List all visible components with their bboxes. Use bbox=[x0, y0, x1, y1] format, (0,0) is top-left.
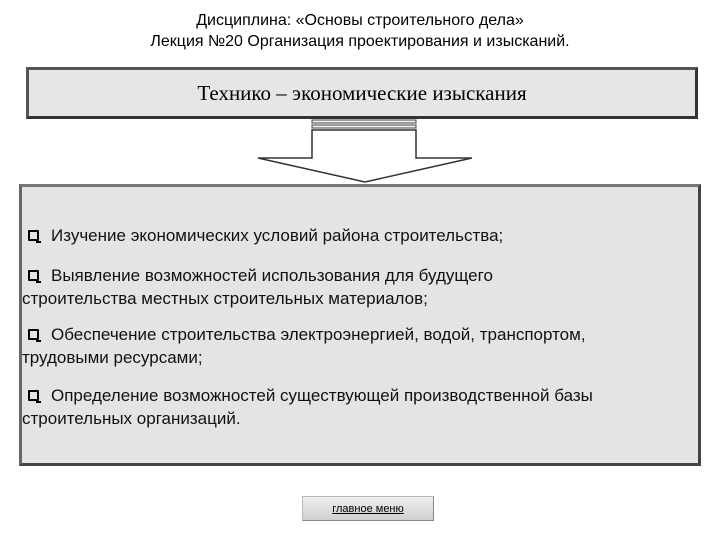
content-box bbox=[19, 184, 701, 466]
checkbox-bullet-icon bbox=[28, 270, 39, 281]
checkbox-bullet-icon bbox=[28, 390, 39, 401]
main-menu-button[interactable]: главное меню bbox=[302, 496, 434, 521]
topic-title: Технико – экономические изыскания bbox=[197, 80, 527, 105]
lecture-heading: Лекция №20 Организация проектирования и изысканий. bbox=[150, 33, 570, 50]
topic-title-box bbox=[26, 67, 698, 119]
list-item: Изучение экономических условий района строительства; bbox=[22, 224, 702, 247]
discipline-heading: Дисциплина: «Основы строительного дела» bbox=[196, 12, 524, 29]
list-item: Обеспечение строительства электроэнергией, водой, транспортом, трудовыми ресурсами; bbox=[22, 325, 586, 367]
list-item: Определение возможностей существующей производственной базы строительных организаций. bbox=[22, 386, 593, 428]
down-arrow-icon bbox=[250, 118, 480, 184]
list-item: Выявление возможностей использования для будущего строительства местных строительных материалов; bbox=[22, 266, 493, 308]
checkbox-bullet-icon bbox=[28, 329, 39, 340]
checkbox-bullet-icon bbox=[28, 230, 39, 241]
